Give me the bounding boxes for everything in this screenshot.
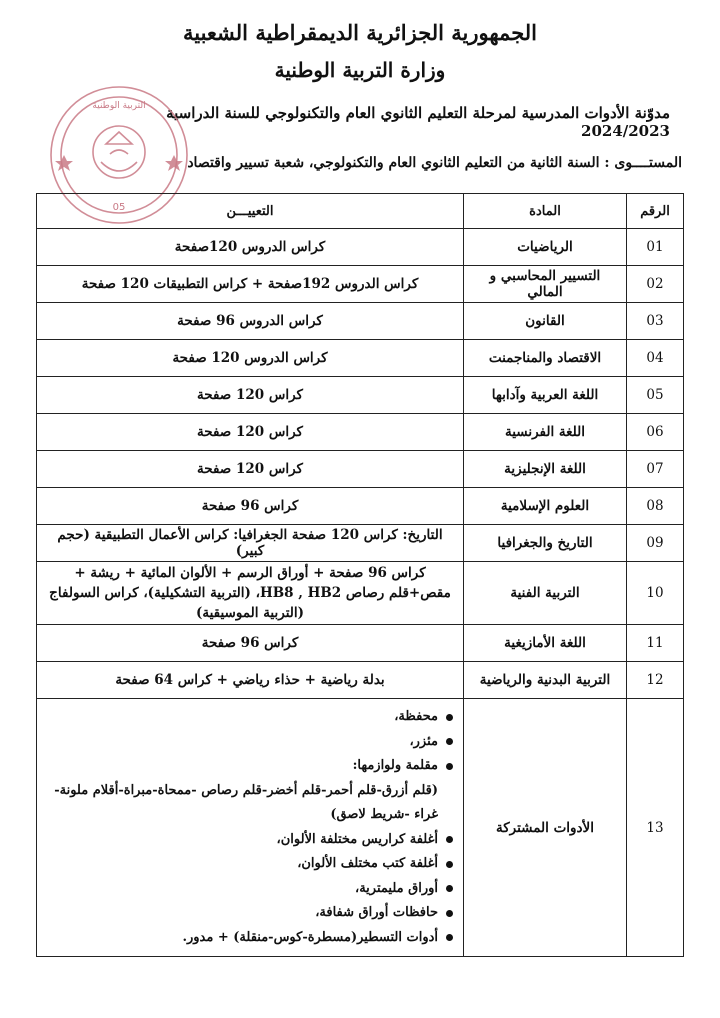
row-num: 13 <box>627 699 684 957</box>
table-row <box>37 488 684 525</box>
row-subject: الاقتصاد والمناجمنت <box>464 340 627 377</box>
table-row-shared-tools <box>37 699 684 957</box>
level-line: المستــــوى : السنة الثانية من التعليم الثانوي العام والتكنولوجي، شعبة تسيير واقتصاد <box>187 155 682 171</box>
shared-tools-list <box>43 699 457 956</box>
header-designation: التعييـــن <box>37 194 464 229</box>
row-subject: التاريخ والجغرافيا <box>464 525 627 562</box>
row-num: 11 <box>627 625 684 662</box>
list-item: مقلمة ولوازمها: <box>47 754 453 779</box>
table-row <box>37 414 684 451</box>
list-item: أغلفة كتب مختلف الألوان، <box>47 852 453 877</box>
table-row <box>37 266 684 303</box>
row-num: 03 <box>627 303 684 340</box>
row-num: 01 <box>627 229 684 266</box>
row-num: 09 <box>627 525 684 562</box>
row-designation: كراس 96 صفحة <box>37 488 464 525</box>
list-item: محفظة، <box>47 705 453 730</box>
row-designation: كراس الدروس 120 صفحة <box>37 340 464 377</box>
row-num: 10 <box>627 562 684 625</box>
table-row <box>37 229 684 266</box>
row-subject: الأدوات المشتركة <box>464 699 627 957</box>
row-num: 12 <box>627 662 684 699</box>
list-item: حافظات أوراق شفافة، <box>47 901 453 926</box>
row-designation: كراس 120 صفحة <box>37 377 464 414</box>
shared-tools-cell <box>37 699 464 957</box>
row-subject: اللغة الإنجليزية <box>464 451 627 488</box>
row-designation: كراس 120 صفحة <box>37 451 464 488</box>
row-designation: كراس 96 صفحة + أوراق الرسم + الألوان المائية + ريشة + مقص+قلم رصاص HB8 , HB2، (التربية التشكيلية)، كراس السولفاج (التربية الموسيقية) <box>37 562 464 625</box>
row-designation: بدلة رياضية + حذاء رياضي + كراس 64 صفحة <box>37 662 464 699</box>
list-item: مئزر، <box>47 730 453 755</box>
row-subject: القانون <box>464 303 627 340</box>
ministry-heading: وزارة التربية الوطنية <box>274 58 446 82</box>
row-subject: العلوم الإسلامية <box>464 488 627 525</box>
republic-heading: الجمهورية الجزائرية الديمقراطية الشعبية <box>182 20 537 45</box>
bullet-icon <box>446 714 453 721</box>
row-subject: الرياضيات <box>464 229 627 266</box>
row-subject: اللغة العربية وآدابها <box>464 377 627 414</box>
row-num: 05 <box>627 377 684 414</box>
bullet-icon <box>446 934 453 941</box>
bullet-icon <box>446 763 453 770</box>
row-designation: كراس 96 صفحة <box>37 625 464 662</box>
table-row <box>37 662 684 699</box>
document-title: مدوّنة الأدوات المدرسية لمرحلة التعليم الثانوي العام والتكنولوجي للسنة الدراسية 2024/2023 <box>166 104 670 140</box>
list-item: أوراق مليمترية، <box>47 877 453 902</box>
row-num: 04 <box>627 340 684 377</box>
bullet-icon <box>446 910 453 917</box>
row-subject: التربية البدنية والرياضية <box>464 662 627 699</box>
bullet-icon <box>446 861 453 868</box>
table-row <box>37 625 684 662</box>
row-designation: كراس 120 صفحة <box>37 414 464 451</box>
row-subject: اللغة الفرنسية <box>464 414 627 451</box>
bullet-icon <box>446 836 453 843</box>
table-header-row <box>37 194 684 229</box>
row-num: 02 <box>627 266 684 303</box>
list-item: أدوات التسطير(مسطرة-كوس-منقلة) + مدور. <box>47 926 453 951</box>
list-item: أغلفة كراريس مختلفة الألوان، <box>47 828 453 853</box>
bullet-icon <box>446 738 453 745</box>
table-row <box>37 562 684 625</box>
row-num: 08 <box>627 488 684 525</box>
row-designation: التاريخ: كراس 120 صفحة الجغرافيا: كراس الأعمال التطبيقية (حجم كبير) <box>37 525 464 562</box>
header-subject: المادة <box>464 194 627 229</box>
table-row <box>37 451 684 488</box>
stamp-number: 05 <box>112 202 126 213</box>
row-subject: اللغة الأمازيغية <box>464 625 627 662</box>
header-num: الرقم <box>627 194 684 229</box>
row-num: 06 <box>627 414 684 451</box>
table-row <box>37 525 684 562</box>
row-designation: كراس الدروس 120صفحة <box>37 229 464 266</box>
row-designation: كراس الدروس 96 صفحة <box>37 303 464 340</box>
table-row <box>37 340 684 377</box>
table-row <box>37 303 684 340</box>
row-num: 07 <box>627 451 684 488</box>
row-subject: التسيير المحاسبي و المالي <box>464 266 627 303</box>
supplies-table <box>36 193 684 957</box>
row-designation: كراس الدروس 192صفحة + كراس التطبيقات 120 صفحة <box>37 266 464 303</box>
list-item-note: (قلم أزرق-قلم أحمر-قلم أخضر-قلم رصاص -ممحاة-مبراة-أقلام ملونة-غراء -شريط لاصق) <box>54 782 438 822</box>
row-subject: التربية الفنية <box>464 562 627 625</box>
table-row <box>37 377 684 414</box>
svg-text:التربية الوطنية: التربية الوطنية <box>92 101 146 111</box>
bullet-icon <box>446 885 453 892</box>
